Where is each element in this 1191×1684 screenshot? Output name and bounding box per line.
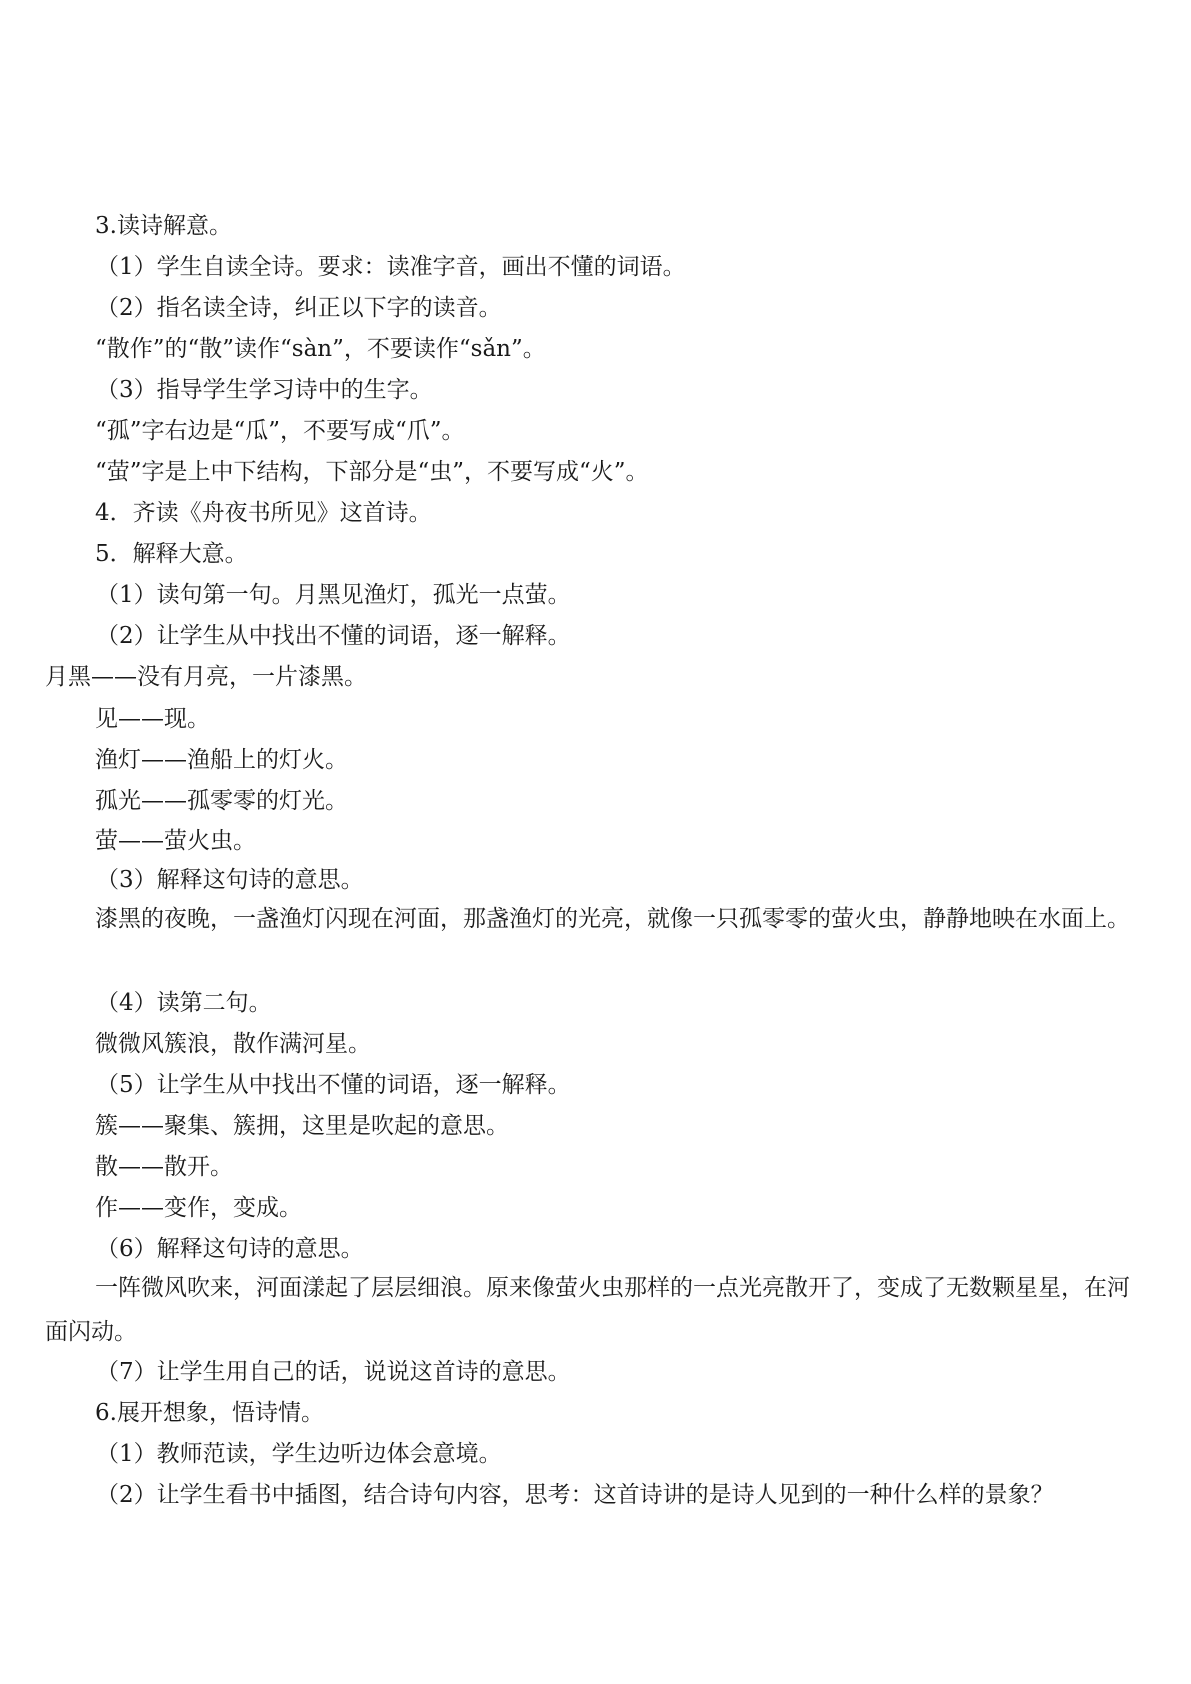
character-note-ying: “萤”字是上中下结构，下部分是“虫”，不要写成“火”。 — [95, 459, 649, 485]
step-read-first-line: （1）读句第一句。月黑见渔灯，孤光一点萤。 — [96, 582, 571, 608]
meaning-paragraph-1: 漆黑的夜晚，一盏渔灯闪现在河面，那盏渔灯的光亮，就像一只孤零零的萤火虫，静静地映在水面上。 — [95, 906, 1130, 932]
pronunciation-note: “散作”的“散”读作“sàn”，不要读作“sǎn”。 — [95, 336, 546, 362]
section-heading-5: 5．解释大意。 — [95, 541, 248, 567]
gloss-ying: 萤——萤火虫。 — [95, 828, 256, 854]
step-explain-words-2: （5）让学生从中找出不懂的词语，逐一解释。 — [96, 1072, 571, 1098]
section-heading-6: 6.展开想象，悟诗情。 — [95, 1400, 324, 1426]
meaning-paragraph-2: 一阵微风吹来，河面漾起了层层细浪。原来像萤火虫那样的一点光亮散开了，变成了无数颗星星，在河面闪动。 — [45, 1275, 1130, 1345]
step-read-second-line: （4）读第二句。 — [96, 990, 272, 1016]
second-line-text: 微微风簇浪，散作满河星。 — [95, 1031, 371, 1057]
gloss-yudeng: 渔灯——渔船上的灯火。 — [95, 747, 348, 773]
gloss-guguang: 孤光——孤零零的灯光。 — [95, 788, 348, 814]
step-look-at-illustration: （2）让学生看书中插图，结合诗句内容，思考：这首诗讲的是诗人见到的一种什么样的景象？ — [96, 1482, 1054, 1508]
step-own-words: （7）让学生用自己的话，说说这首诗的意思。 — [96, 1359, 571, 1385]
section-heading-3: 3.读诗解意。 — [95, 213, 232, 239]
step-teacher-reading: （1）教师范读，学生边听边体会意境。 — [96, 1441, 502, 1467]
step-explain-meaning-2: （6）解释这句诗的意思。 — [96, 1236, 364, 1262]
step-1-self-read: （1）学生自读全诗。要求：读准字音，画出不懂的词语。 — [96, 254, 686, 280]
step-explain-meaning-1: （3）解释这句诗的意思。 — [96, 867, 364, 893]
gloss-cu: 簇——聚集、簇拥，这里是吹起的意思。 — [95, 1113, 509, 1139]
character-note-gu: “孤”字右边是“瓜”，不要写成“爪”。 — [95, 418, 465, 444]
gloss-zuo: 作——变作，变成。 — [95, 1195, 302, 1221]
gloss-san: 散——散开。 — [95, 1154, 233, 1180]
gloss-yuehei: 月黑——没有月亮，一片漆黑。 — [45, 664, 367, 690]
step-explain-words-1: （2）让学生从中找出不懂的词语，逐一解释。 — [96, 623, 571, 649]
step-2-read-aloud: （2）指名读全诗，纠正以下字的读音。 — [96, 295, 502, 321]
gloss-jian: 见——现。 — [95, 706, 210, 732]
section-heading-4: 4．齐读《舟夜书所见》这首诗。 — [95, 500, 432, 526]
step-3-new-characters: （3）指导学生学习诗中的生字。 — [96, 377, 433, 403]
